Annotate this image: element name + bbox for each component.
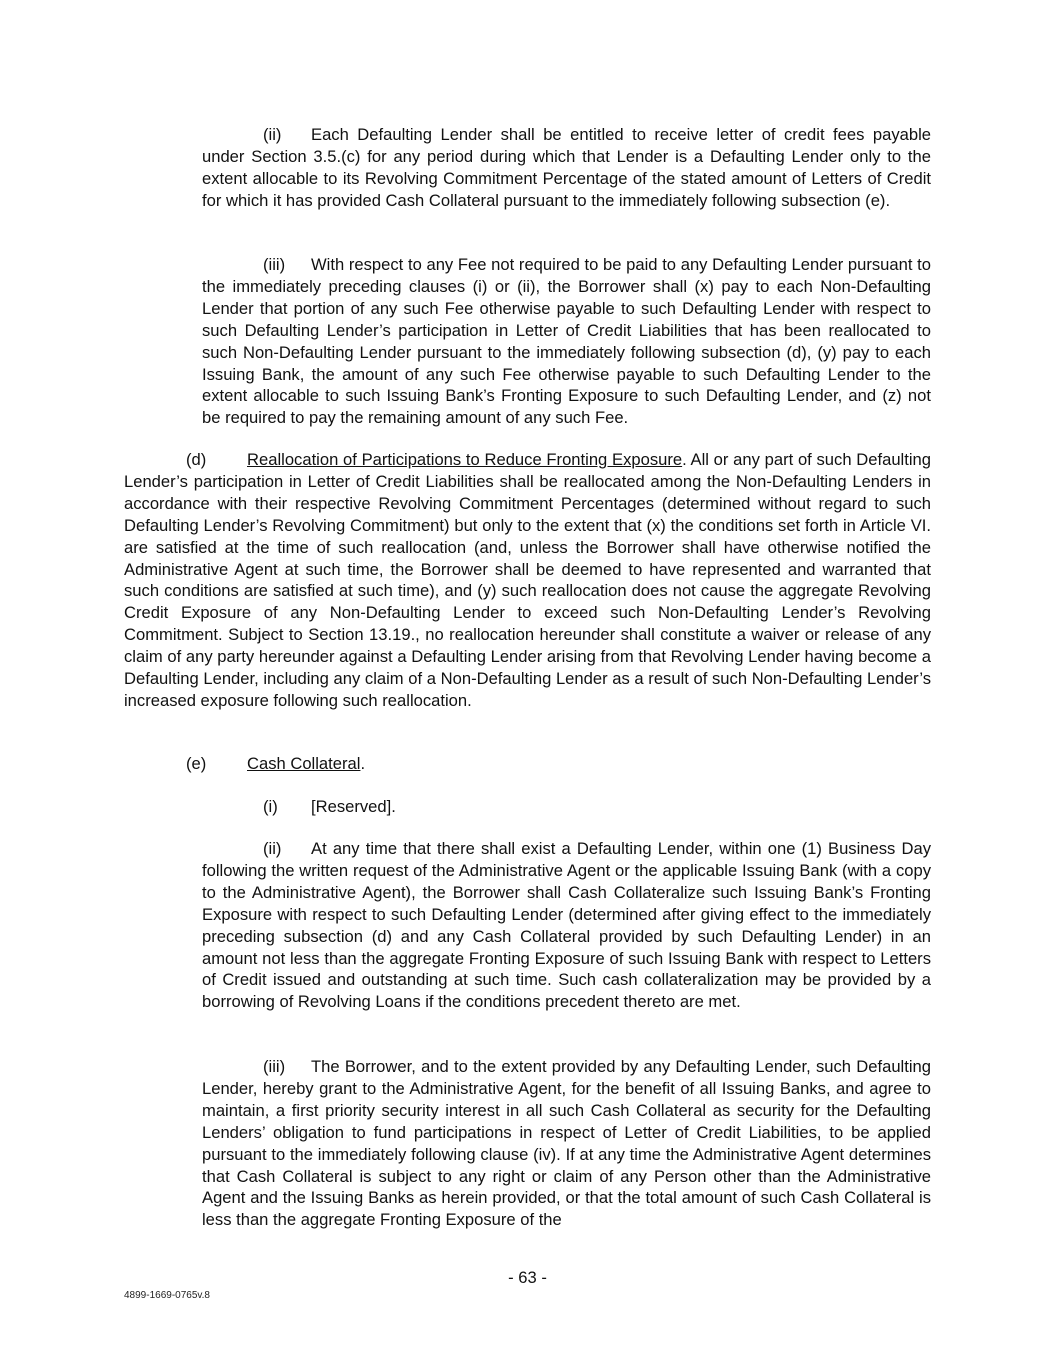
clause-text: At any time that there shall exist a Defaulting Lender, within one (1) Business Day following the written request of the Administrative Agent or the applicable Issuing Bank (with a copy to the Administrative Agent), the Borrower shall Cash Collateralize such Issuing Bank’s Fronting Exposure with respect to such Defaulting Lender (determined after giving effect to the immediately preceding subsection (d) and any Cash Collateral provided by such Defaulting Lender) in an amount not less than the aggregate Fronting Exposure of such Issuing Bank with respect to Letters of Credit issued and outstanding at such time. Such cash collateralization may be provided by a borrowing of Revolving Loans if the conditions precedent thereto are met.: [202, 839, 931, 1012]
clause-label: (ii): [263, 125, 282, 144]
section-label: (d): [186, 450, 207, 469]
clause-text: [Reserved].: [311, 797, 396, 816]
paragraph-e: [186, 753, 365, 775]
document-id: 4899-1669-0765v.8: [124, 1290, 210, 1301]
paragraph-c-iii: [202, 254, 931, 429]
section-label: (e): [186, 754, 207, 773]
section-heading: Reallocation of Participations to Reduce Fronting Exposure: [247, 450, 683, 469]
paragraph-e-ii: [202, 838, 931, 1013]
clause-label: (i): [263, 797, 278, 816]
paragraph-e-i: [263, 796, 396, 818]
clause-text: Each Defaulting Lender shall be entitled to receive letter of credit fees payable under Section 3.5.(c) for any period during which that Lender is a Defaulting Lender only to the extent allocable to its Revolving Commitment Percentage of the stated amount of Letters of Credit for which it has provided Cash Collateral pursuant to the immediately following subsection (e).: [202, 125, 931, 210]
paragraph-c-ii: [202, 124, 931, 212]
page-number: - 63 -: [508, 1268, 547, 1287]
paragraph-d: [124, 449, 931, 712]
clause-label: (ii): [263, 839, 282, 858]
section-text: . All or any part of such Defaulting Lender’s participation in Letter of Credit Liabilities shall be reallocated among the Non-Defaulting Lenders in accordance with their respective Revolving Commitment Percentages (determined without regard to such Defaulting Lender’s Revolving Commitment) but only to the extent that (x) the conditions set forth in Article VI. are satisfied at the time of such reallocation (and, unless the Borrower shall have otherwise notified the Administrative Agent at such time, the Borrower shall be deemed to have represented and warranted that such conditions are satisfied at such time), and (y) such reallocation does not cause the aggregate Revolving Credit Exposure of any Non-Defaulting Lender to exceed such Non-Defaulting Lender’s Revolving Commitment. Subject to Section 13.19., no reallocation hereunder shall constitute a waiver or release of any claim of any party hereunder against a Defaulting Lender arising from that Revolving Lender having become a Defaulting Lender, including any claim of a Non-Defaulting Lender as a result of such Non-Defaulting Lender’s increased exposure following such reallocation.: [124, 450, 931, 710]
clause-label: (iii): [263, 255, 286, 274]
section-heading: Cash Collateral: [247, 754, 361, 773]
clause-text: The Borrower, and to the extent provided by any Defaulting Lender, such Defaulting Lender, hereby grant to the Administrative Agent, for the benefit of all Issuing Banks, and agree to maintain, a first priority security interest in all such Cash Collateral as security for the Defaulting Lenders’ obligation to fund participations in respect of Letter of Credit Liabilities, to be applied pursuant to the immediately following clause (iv). If at any time the Administrative Agent determines that Cash Collateral is subject to any right or claim of any Person other than the Administrative Agent and the Issuing Banks as herein provided, or that the total amount of such Cash Collateral is less than the aggregate Fronting Exposure of the: [202, 1057, 931, 1230]
section-text: .: [360, 754, 366, 773]
clause-label: (iii): [263, 1057, 286, 1076]
clause-text: With respect to any Fee not required to be paid to any Defaulting Lender pursuant to the immediately preceding clauses (i) or (ii), the Borrower shall (x) pay to each Non-Defaulting Lender that portion of any such Fee otherwise payable to such Defaulting Lender with respect to such Defaulting Lender’s participation in Letter of Credit Liabilities that has been reallocated to such Non-Defaulting Lender pursuant to the immediately following subsection (d), (y) pay to each Issuing Bank, the amount of any such Fee otherwise payable to such Defaulting Lender to the extent allocable to such Issuing Bank’s Fronting Exposure to such Defaulting Lender, and (z) not be required to pay the remaining amount of any such Fee.: [202, 255, 931, 428]
paragraph-e-iii: [202, 1056, 931, 1231]
